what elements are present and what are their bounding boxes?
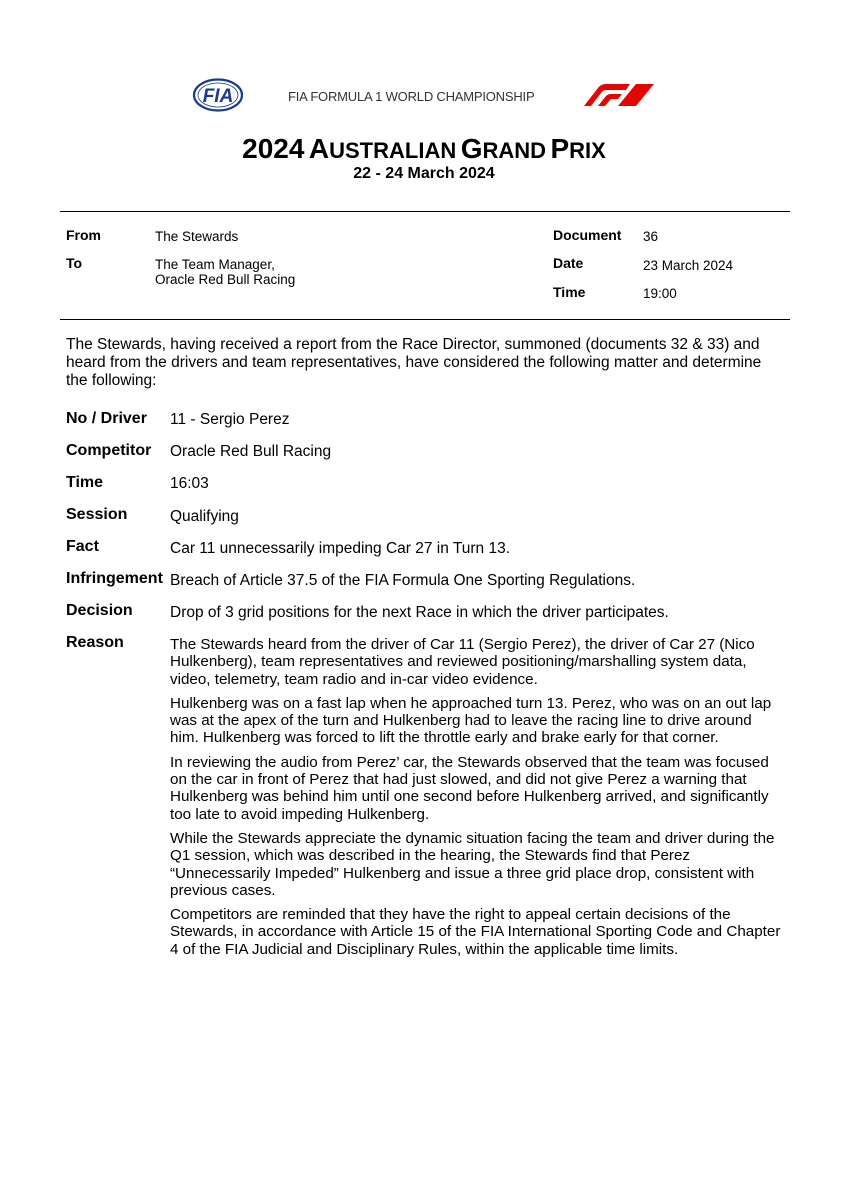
driver-value: 11 - Sergio Perez [170,411,290,428]
reason-paragraph: Hulkenberg was on a fast lap when he approached turn 13. Perez, who was on an out lap was at the apex of the turn and Hulkenberg had to leave the racing line to drive around him. Hulkenberg was forced to lift the throttle early and brake early for that corner. [170,694,772,747]
to-value-line1: The Team Manager, [155,257,275,272]
time-label: Time [553,284,586,300]
fia-logo-text: FIA [202,86,234,107]
reason-text [170,636,782,965]
time-row-value: 16:03 [170,475,209,492]
time-row-label: Time [66,474,104,491]
from-value: The Stewards [155,229,239,244]
to-value-line2: Oracle Red Bull Racing [155,272,296,287]
infringement-value: Breach of Article 37.5 of the FIA Formula One Sporting Regulations. [170,572,636,589]
title-g: G [460,133,483,164]
header-divider [60,211,790,212]
document-label: Document [553,227,622,243]
infringement-label: Infringement [66,570,163,587]
reason-paragraph: Competitors are reminded that they have the right to appeal certain decisions of the Stewards, in accordance with Article 15 of the FIA International Sporting Code and Chapter 4 of the FIA Judicial and Disciplinary Rules, within the applicable time limits. [170,906,781,958]
title-ustralian: USTRALIAN [329,138,457,163]
competitor-label: Competitor [66,442,152,459]
championship-name: FIA FORMULA 1 WORLD CHAMPIONSHIP [288,89,535,104]
event-dates: 22 - 24 March 2024 [353,165,495,182]
competitor-value: Oracle Red Bull Racing [170,443,332,460]
decision-label: Decision [66,602,133,619]
session-label: Session [66,506,128,523]
document-title [0,133,848,165]
date-label: Date [553,255,584,271]
time-value: 19:00 [643,286,677,301]
session-value: Qualifying [170,508,239,525]
reason-label: Reason [66,634,124,651]
title-year: 2024 [242,133,305,164]
driver-label: No / Driver [66,410,147,427]
fact-value: Car 11 unnecessarily impeding Car 27 in Turn 13. [170,540,511,557]
reason-paragraph: The Stewards heard from the driver of Car 11 (Sergio Perez), the driver of Car 27 (Nico Hulkenberg), team representatives and reviewed positioning/marshalling system data, video, telemetry, team radio and in-car video evidence. [170,636,755,688]
title-rix: RIX [569,138,606,163]
fia-logo [192,78,244,112]
decision-value: Drop of 3 grid positions for the next Race in which the driver participates. [170,604,669,621]
document-value: 36 [643,229,659,244]
reason-paragraph: In reviewing the audio from Perez’ car, the Stewards observed that the team was focused on the car in front of Perez that had just slowed, and did not give Perez a warning that Hulkenberg was behind him until one second before Hulkenberg arrived, and significantly too late to avoid impeding Hulkenberg. [170,753,769,823]
from-label: From [66,227,101,243]
to-label: To [66,255,83,271]
date-value: 23 March 2024 [643,258,734,273]
fact-label: Fact [66,538,99,555]
f1-logo [578,84,656,106]
intro-paragraph: The Stewards, having received a report from the Race Director, summoned (documents 32 & 33) and heard from the drivers and team representatives, have considered the following matter and determine the following: [66,336,762,389]
title-p: P [550,133,570,164]
title-a: A [308,133,330,164]
title-rand: RAND [482,138,547,163]
meta-divider [60,319,790,320]
reason-paragraph: While the Stewards appreciate the dynamic situation facing the team and driver during the Q1 session, which was described in the hearing, the Stewards find that Perez “Unnecessarily Impeded” Hulkenberg and issue a three grid place drop, consistent with previous cases. [170,829,775,899]
